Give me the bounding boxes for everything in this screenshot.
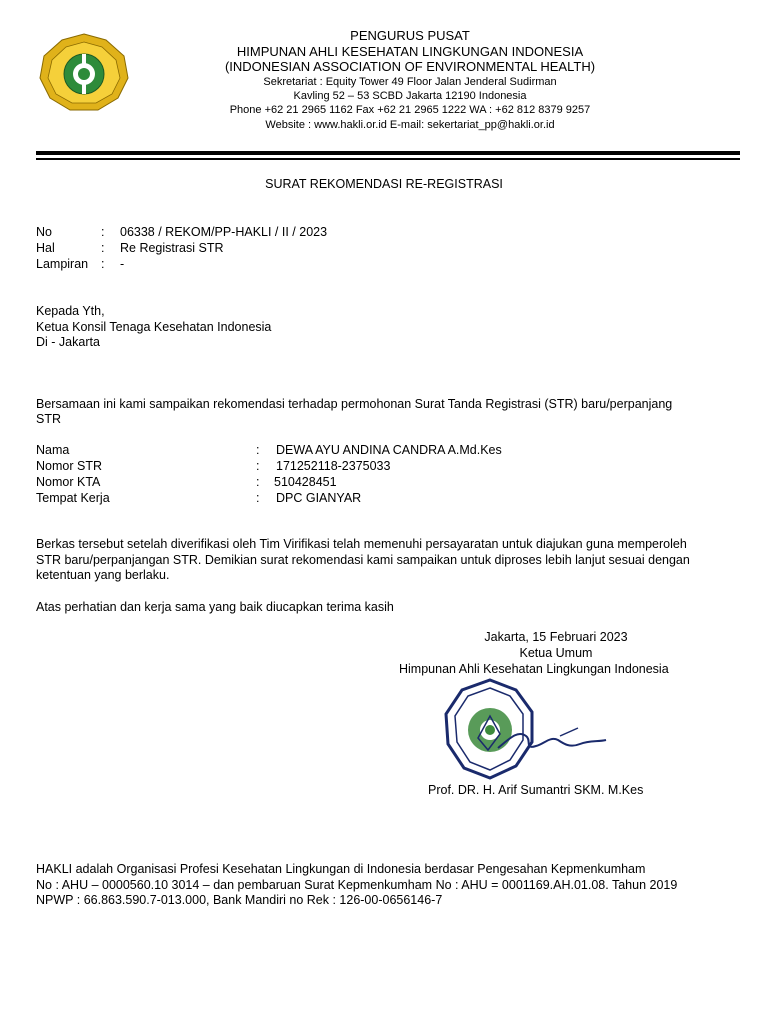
intro-line-1: Bersamaan ini kami sampaikan rekomendasi terhadap permohonan Surat Tanda Registrasi (STR) baru/perpanjang	[36, 397, 673, 411]
meta-value-no: 06338 / REKOM/PP-HAKLI / II / 2023	[120, 225, 328, 239]
meta-colon: :	[101, 225, 105, 239]
meta-label-hal: Hal	[36, 241, 55, 255]
letter-title: SURAT REKOMENDASI RE-REGISTRASI	[265, 177, 503, 191]
letterhead-org-level: PENGURUS PUSAT	[350, 28, 470, 43]
addressee-salutation: Kepada Yth,	[36, 304, 105, 318]
meta-colon: :	[101, 241, 105, 255]
letterhead-divider-thick	[36, 151, 740, 155]
meta-label-no: No	[36, 225, 52, 239]
body-line-2: STR baru/perpanjangan STR. Demikian surat rekomendasi kami sampaikan untuk diproses lebih lanjut sesuai dengan	[36, 553, 690, 567]
letterhead-org-english: (INDONESIAN ASSOCIATION OF ENVIRONMENTAL HEALTH)	[224, 59, 596, 74]
detail-colon: :	[256, 475, 260, 489]
letterhead-address-2: Kavling 52 – 53 SCBD Jakarta 12190 Indonesia	[293, 90, 527, 102]
detail-colon: :	[256, 491, 260, 505]
signature-organization: Himpunan Ahli Kesehatan Lingkungan Indonesia	[399, 662, 669, 676]
letterhead-contact: Phone +62 21 2965 1162 Fax +62 21 2965 1222 WA : +62 812 8379 9257	[229, 104, 591, 116]
meta-colon: :	[101, 257, 105, 271]
footer-line-1: HAKLI adalah Organisasi Profesi Kesehatan Lingkungan di Indonesia berdasar Pengesahan Kepmenkumham	[36, 862, 646, 876]
intro-line-2: STR	[36, 412, 61, 426]
letterhead-web-email: Website : www.hakli.or.id E-mail: sekertariat_pp@hakli.or.id	[265, 119, 555, 131]
letterhead-divider-thin	[36, 158, 740, 160]
signature-position: Ketua Umum	[519, 646, 593, 660]
detail-value-nomor-str: 171252118-2375033	[276, 459, 391, 473]
detail-label-nomor-str: Nomor STR	[36, 459, 102, 473]
detail-label-nama: Nama	[36, 443, 70, 457]
official-stamp-with-signature	[440, 678, 630, 782]
body-line-1: Berkas tersebut setelah diverifikasi oleh Tim Virifikasi telah memenuhi persayaratan untuk diajukan guna memperoleh	[36, 537, 687, 551]
addressee-location: Di - Jakarta	[36, 335, 100, 349]
closing-sentence: Atas perhatian dan kerja sama yang baik diucapkan terima kasih	[36, 600, 394, 614]
detail-value-tempat-kerja: DPC GIANYAR	[276, 491, 362, 505]
detail-colon: :	[256, 443, 260, 457]
detail-colon: :	[256, 459, 260, 473]
meta-value-hal: Re Registrasi STR	[120, 241, 224, 255]
detail-label-tempat-kerja: Tempat Kerja	[36, 491, 110, 505]
hakli-logo	[38, 32, 130, 112]
letterhead-address-1: Sekretariat : Equity Tower 49 Floor Jalan Jenderal Sudirman	[263, 76, 557, 88]
detail-value-nomor-kta: 510428451	[274, 475, 337, 489]
detail-value-nama: DEWA AYU ANDINA CANDRA A.Md.Kes	[276, 443, 502, 457]
signature-place-date: Jakarta, 15 Februari 2023	[484, 630, 628, 644]
body-line-3: ketentuan yang berlaku.	[36, 568, 170, 582]
detail-label-nomor-kta: Nomor KTA	[36, 475, 101, 489]
letterhead-org-name: HIMPUNAN AHLI KESEHATAN LINGKUNGAN INDONESIA	[236, 44, 584, 59]
addressee-recipient: Ketua Konsil Tenaga Kesehatan Indonesia	[36, 320, 272, 334]
footer-line-3: NPWP : 66.863.590.7-013.000, Bank Mandiri no Rek : 126-00-0656146-7	[36, 893, 443, 907]
signatory-name: Prof. DR. H. Arif Sumantri SKM. M.Kes	[428, 783, 644, 797]
meta-value-lampiran: -	[120, 257, 125, 271]
footer-line-2: No : AHU – 0000560.10 3014 – dan pembaruan Surat Kepmenkumham No : AHU = 0001169.AH.01.08. Tahun 2019	[36, 878, 678, 892]
meta-label-lampiran: Lampiran	[36, 257, 89, 271]
